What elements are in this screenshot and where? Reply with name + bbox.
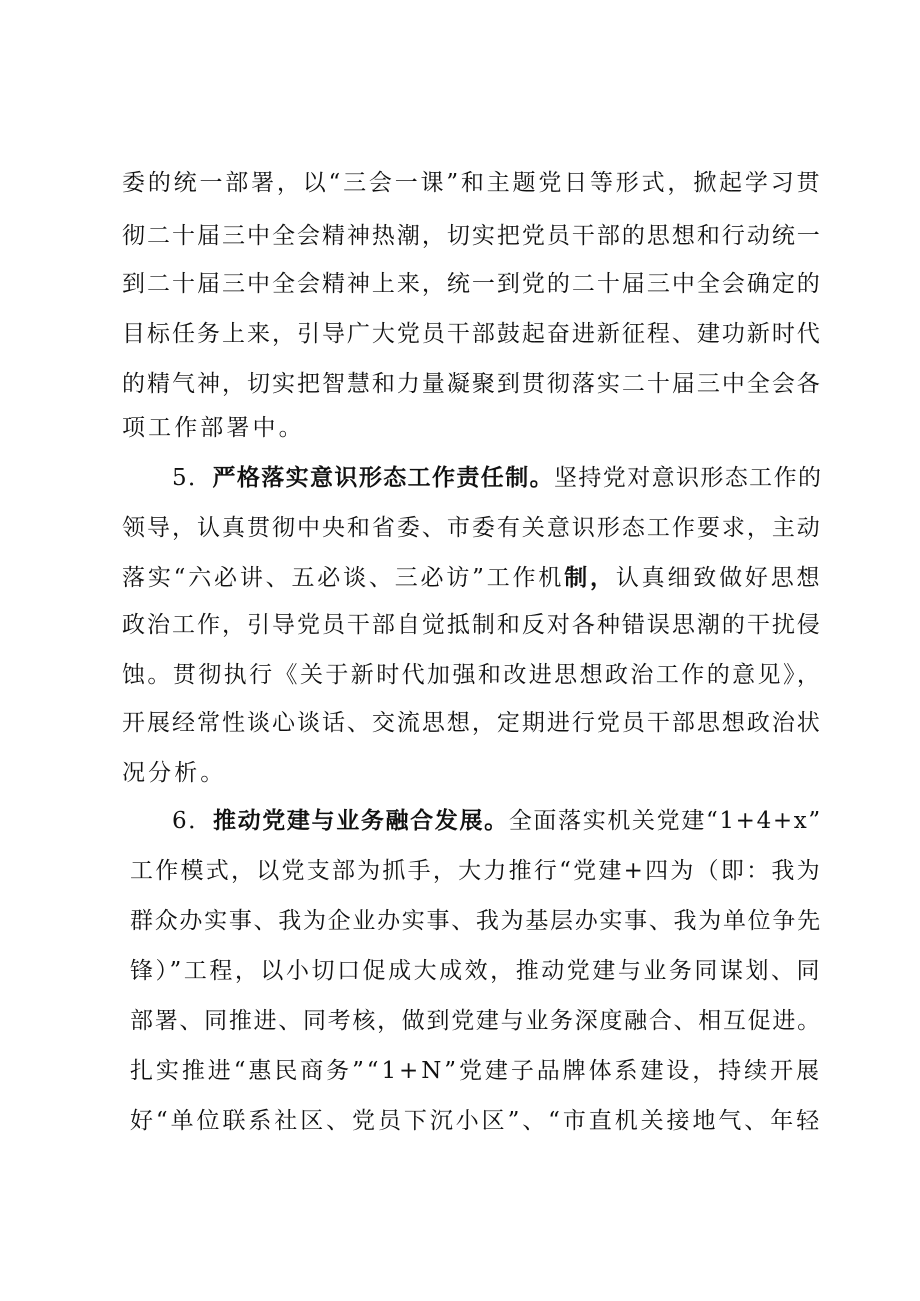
section-number: 5． bbox=[172, 465, 213, 491]
paragraph-line: 政治工作，引导党员干部自觉抵制和反对各种错误思潮的干扰侵 bbox=[122, 612, 822, 638]
section-heading: 推动党建与业务融合发展。 bbox=[212, 808, 509, 834]
section-heading: 严格落实意识形态工作责任制。 bbox=[212, 465, 554, 491]
paragraph-line: 扎实推进“惠民商务”“1+N”党建子品牌体系建设，持续开展 bbox=[130, 1058, 822, 1084]
paragraph-line-mixed bbox=[122, 563, 822, 593]
section-6-first-line bbox=[172, 806, 822, 836]
paragraph-line: 锋）”工程，以小切口促成大成效，推动党建与业务同谋划、同 bbox=[130, 958, 823, 984]
paragraph-line: 委的统一部署，以“三会一课”和主题党日等形式，掀起学习贯 bbox=[122, 170, 823, 196]
paragraph-line: 蚀。贯彻执行《关于新时代加强和改进思想政治工作的意见》， bbox=[122, 662, 823, 688]
section-number: 6． bbox=[172, 808, 213, 834]
paragraph-line: 目标任务上来，引导广大党员干部鼓起奋进新征程、建功新时代 bbox=[122, 321, 822, 347]
paragraph-line: 的精气神，切实把智慧和力量凝聚到贯彻落实二十届三中全会各 bbox=[122, 371, 822, 397]
paragraph-line: 项工作部署中。 bbox=[122, 415, 305, 441]
paragraph-line: 开展经常性谈心谈话、交流思想，定期进行党员干部思想政治状 bbox=[122, 710, 822, 736]
bold-text-run: 制， bbox=[564, 565, 616, 591]
section-5-first-line bbox=[172, 463, 822, 493]
paragraph-line: 况分析。 bbox=[122, 760, 227, 786]
paragraph-line: 工作模式，以党支部为抓手，大力推行“党建+四为（即：我为 bbox=[130, 858, 822, 884]
paragraph-line: 到二十届三中全会精神上来，统一到党的二十届三中全会确定的 bbox=[122, 271, 822, 297]
paragraph-line: 好“单位联系社区、党员下沉小区”、“市直机关接地气、年轻 bbox=[130, 1108, 823, 1134]
text-run: 认真细致做好思想 bbox=[615, 565, 823, 591]
paragraph-line: 群众办实事、我为企业办实事、我为基层办实事、我为单位争先 bbox=[130, 908, 822, 934]
paragraph-line: 彻二十届三中全会精神热潮，切实把党员干部的思想和行动统一 bbox=[122, 223, 822, 249]
section-text: 坚持党对意识形态工作的 bbox=[554, 465, 823, 491]
paragraph-line: 部署、同推进、同考核，做到党建与业务深度融合、相互促进。 bbox=[130, 1008, 822, 1034]
text-run: 落实“六必讲、五必谈、三必访”工作机 bbox=[122, 565, 565, 591]
section-text: 全面落实机关党建“1+4+x” bbox=[508, 808, 822, 834]
paragraph-line: 领导，认真贯彻中央和省委、市委有关意识形态工作要求，主动 bbox=[122, 515, 822, 541]
